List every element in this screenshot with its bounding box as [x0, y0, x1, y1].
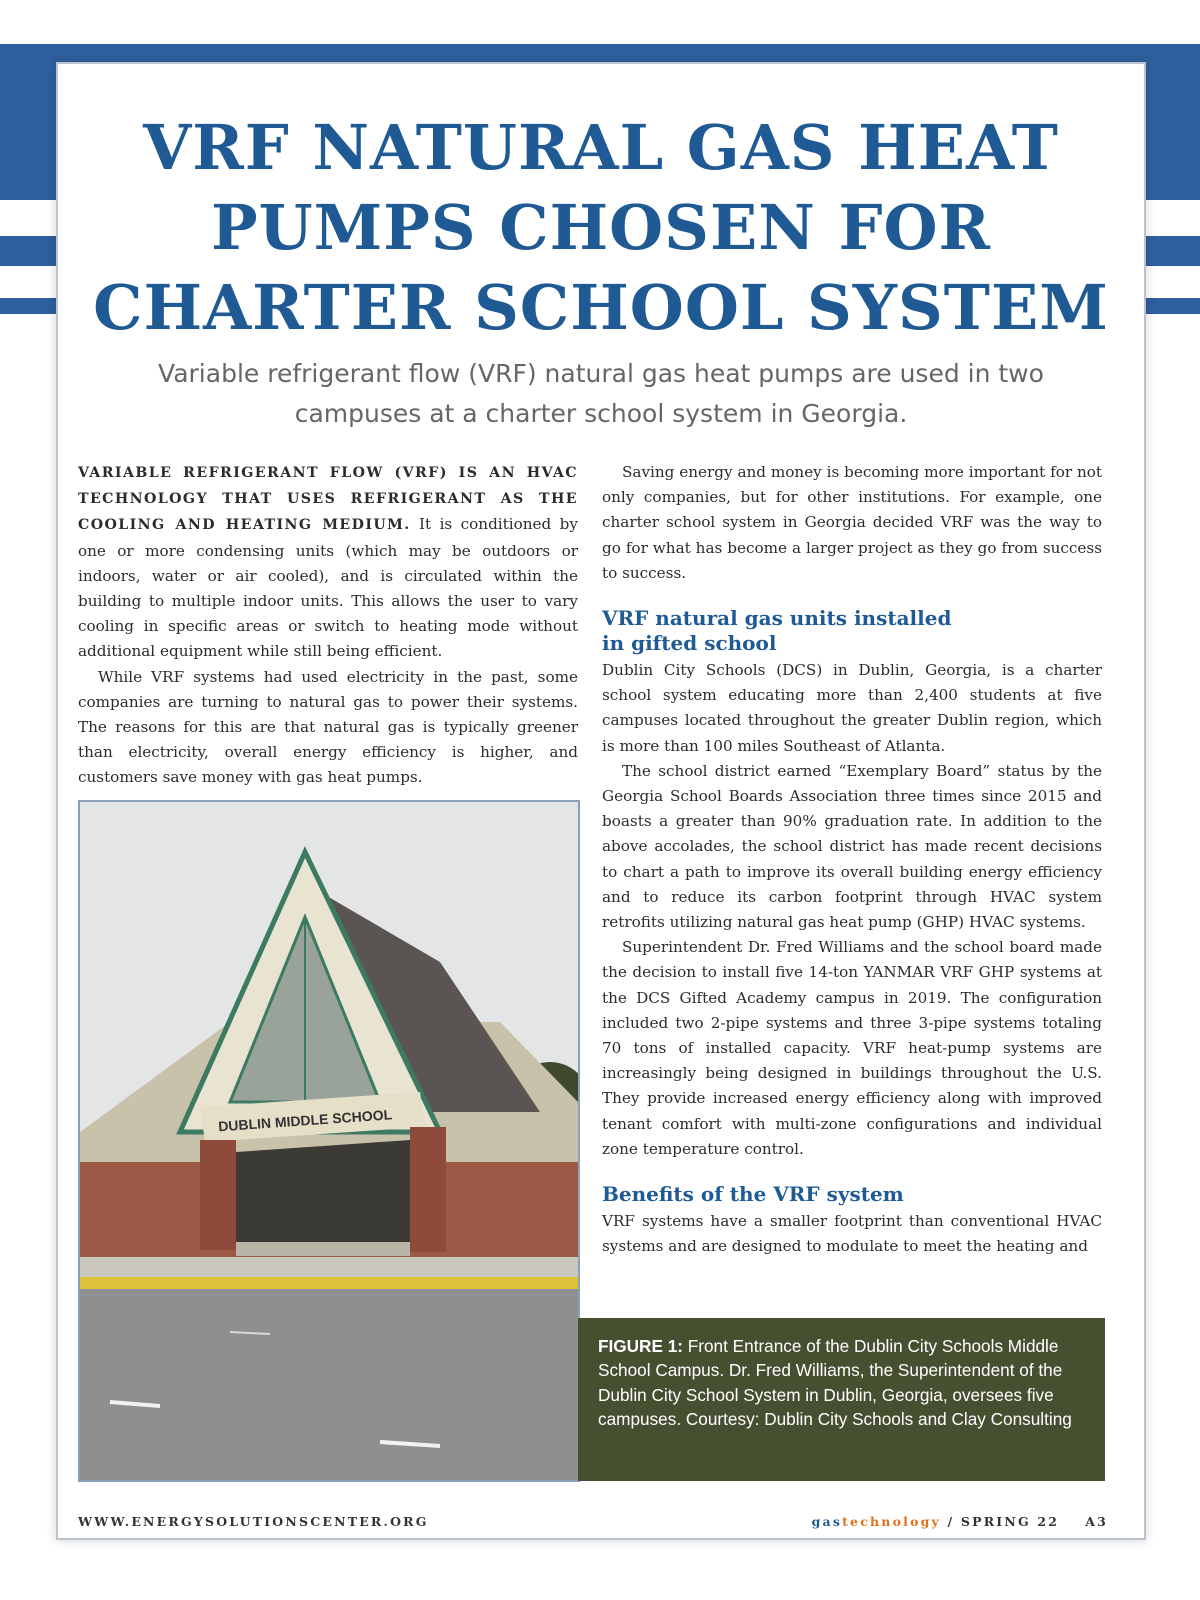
road: [80, 1289, 578, 1480]
subtitle-line-1: Variable refrigerant flow (VRF) natural gas heat pumps are used in two: [158, 359, 1044, 388]
figure-label: FIGURE 1:: [598, 1336, 683, 1356]
brand-technology: technology: [842, 1514, 942, 1529]
title-line-3: CHARTER SCHOOL SYSTEM: [93, 271, 1109, 344]
figure-caption-text: Front Entrance of the Dublin City Schools Middle School Campus. Dr. Fred Williams, the Superintendent of the Dublin City School System in Dublin, Georgia, oversees five campuses. Courtesy: Dublin City Schools and Clay Consulting: [598, 1336, 1072, 1430]
title-line-1: VRF NATURAL GAS HEAT: [143, 111, 1059, 184]
left-paragraph-2: While VRF systems had used electricity in the past, some companies are turning to natural gas to power their systems. The reasons for this are that natural gas is typically greener than electricity, overall energy efficiency is higher, and customers save money with gas heat pumps.: [78, 667, 578, 787]
subheading-benefits: Benefits of the VRF system: [602, 1182, 904, 1207]
left-paragraph-1: [78, 460, 578, 665]
figure-caption: [578, 1318, 1105, 1481]
subtitle-line-2: campuses at a charter school system in Georgia.: [294, 399, 908, 428]
yellow-curb: [80, 1277, 578, 1289]
left-column: [78, 460, 578, 791]
sidewalk: [80, 1257, 578, 1279]
title-line-2: PUMPS CHOSEN FOR: [210, 191, 992, 264]
lead-text: VARIABLE REFRIGERANT FLOW (VRF) IS AN HVAC TECHNOLOGY THAT USES REFRIGERANT AS THE COOLING AND HEATING MEDIUM.: [78, 465, 578, 534]
subheading-gifted-line-2: in gifted school: [602, 631, 777, 656]
article-subtitle: [118, 354, 1084, 434]
school-photo-illustration: [80, 802, 578, 1480]
page-number: A3: [1085, 1514, 1108, 1529]
right-paragraph-1: Saving energy and money is becoming more important for not only companies, but for other institutions. For example, one charter school system in Georgia decided VRF was the way to go for what has become a larger project as they go from success to success.: [602, 463, 1102, 582]
walkway: [236, 1242, 410, 1256]
right-paragraph-5: VRF systems have a smaller footprint than conventional HVAC systems and are designed to modulate to meet the heating and: [602, 1212, 1102, 1256]
footer-issue-info: [812, 1514, 1108, 1529]
page-card: [56, 62, 1146, 1540]
right-paragraph-2: Dublin City Schools (DCS) in Dublin, Georgia, is a charter school system educating more than 2,400 students at five campuses located throughout the greater Dublin region, which is more than 100 miles Southeast of Atlanta.: [602, 661, 1102, 755]
subheading-gifted-school: [602, 606, 1102, 656]
school-photo: [78, 800, 580, 1482]
article-title: [58, 108, 1144, 348]
entrance: [236, 1140, 410, 1252]
sign-text: DUBLIN MIDDLE SCHOOL: [217, 1106, 393, 1135]
pillar-left: [200, 1140, 236, 1250]
page-footer: [78, 1514, 1108, 1534]
right-column: [602, 460, 1102, 1259]
footer-url[interactable]: WWW.ENERGYSOLUTIONSCENTER.ORG: [78, 1514, 429, 1529]
brand-gas: gas: [811, 1514, 843, 1529]
subheading-gifted-line-1: VRF natural gas units installed: [602, 606, 952, 631]
right-paragraph-4: Superintendent Dr. Fred Williams and the school board made the decision to install five 14-ton YANMAR VRF GHP systems at the DCS Gifted Academy campus in 2019. The configuration included two 2-pipe systems and three 3-pipe systems totaling 70 tons of installed capacity. VRF heat-pump systems are increasingly being designed in buildings throughout the U.S. They provide increased energy efficiency along with improved tenant comfort with multi-zone configurations and individual zone temperature control.: [602, 938, 1102, 1158]
pillar-right: [410, 1127, 446, 1252]
issue-label: / SPRING 22: [941, 1514, 1060, 1529]
left-paragraph-1-body: It is conditioned by one or more condensing units (which may be outdoors or indoors, water or air cooled), and is circulated within the building to multiple indoor units. This allows the user to vary cooling in specific areas or switch to heating mode without additional equipment while still being efficient.: [78, 515, 578, 661]
right-paragraph-3: The school district earned “Exemplary Board” status by the Georgia School Boards Association three times since 2015 and boasts a greater than 90% graduation rate. In addition to the above accolades, the school district has made recent decisions to chart a path to improve its overall building energy efficiency and to reduce its carbon footprint through HVAC system retrofits utilizing natural gas heat pump (GHP) HVAC systems.: [602, 761, 1102, 932]
